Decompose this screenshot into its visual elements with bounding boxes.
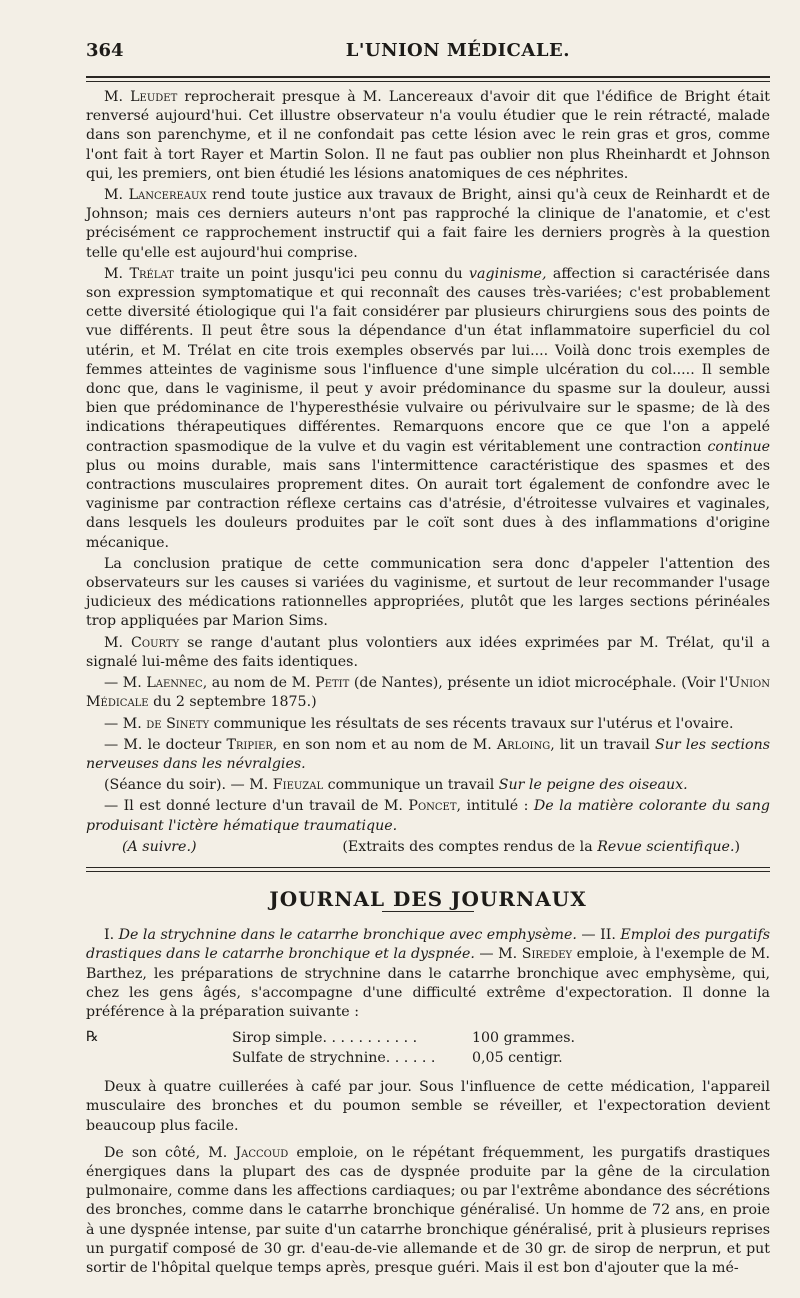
work-title: De la matière colorante du sang produisant l'ictère hématique traumatique. — [86, 798, 770, 834]
paragraph-text: (Séance du soir). — M. — [104, 777, 273, 794]
body-text — [86, 88, 770, 1280]
title-underline — [382, 911, 474, 912]
work-title: Sur les sections nerveuses dans les névralgies. — [86, 736, 770, 772]
article-title: De la strychnine dans le catarrhe bronchique avec emphysème. — [118, 927, 577, 944]
section-title: JOURNAL DES JOURNAUX — [269, 886, 587, 911]
paragraph-dosage: Deux à quatre cuillerées à café par jour. Sous l'influence de cette médication, l'appareil musculaire des bronches et du poumon semble se réveiller, et l'expectoration devient beaucoup plus facile. — [86, 1079, 770, 1134]
author-name: M. Leudet — [104, 89, 178, 105]
italic-term: vaginisme, — [469, 265, 547, 282]
paragraph-text: du 2 septembre 1875.) — [148, 694, 317, 711]
paragraph-text: I. — [104, 927, 119, 944]
paragraph-text: — Il est donné lecture d'un travail de M. — [104, 798, 409, 815]
recipe-symbol: ℞ — [86, 1029, 99, 1046]
paragraph-text: , en son nom et au nom de M. — [272, 736, 497, 753]
section-divider — [86, 867, 770, 872]
author-name: Jaccoud — [235, 1144, 289, 1161]
paragraph-text: traite un point jusqu'ici peu connu du — [173, 265, 470, 282]
prescription-formula — [86, 1028, 770, 1068]
paragraph-poncet — [86, 797, 770, 835]
ingredient-quantity: 0,05 centigr. — [472, 1050, 563, 1067]
author-name: M. Lancereaux — [104, 187, 207, 204]
author-name: Arloing — [496, 736, 551, 753]
author-name: Tripier — [226, 736, 273, 753]
paragraph-jaccoud — [86, 1144, 770, 1278]
source-credit — [324, 838, 740, 857]
author-name: Poncet — [408, 798, 457, 815]
running-title: L'UNION MÉDICALE. — [345, 40, 570, 61]
paragraph-text: , lit un travail — [550, 736, 655, 753]
header-rule — [86, 76, 770, 78]
paragraph-leudet — [86, 88, 770, 184]
work-title: Sur le peigne des oiseaux. — [498, 777, 688, 794]
paragraph-text: — M. — [474, 946, 522, 963]
author-name: Laennec — [146, 675, 203, 692]
paragraph-text: plus ou moins durable, mais sans l'intermittence caractéristique des spasmes et des contractions musculaires proprement dites. On aurait tort également de confondre avec le vaginisme par contraction réflexe certains cas d'atrésie, d'étroitesse vulvaires et vaginales, dans lesquels les douleurs produites par le coït sont dues à des inflammations d'origine mécanique. — [86, 457, 770, 551]
author-name: M. Courty — [104, 634, 180, 651]
formula-row — [86, 1028, 770, 1048]
author-name: Petit — [315, 675, 350, 692]
paragraph-text: rend toute justice aux travaux de Bright, ainsi qu'à ceux de Reinhardt et de Johnson; mais ces derniers auteurs n'ont pas rapproché la clinique de l'anatomie, et c'est précisément ce rapprochement instructif qui a fait faire les derniers progrès à la question telle qu'elle est aujourd'hui comprise. — [86, 187, 770, 261]
article-title: Emploi des purgatifs drastiques dans le catarrhe bronchique et la dyspnée. — [86, 927, 770, 963]
journal-name: Revue scientifique. — [597, 838, 735, 855]
author-name: M. Trélat — [104, 265, 174, 282]
paragraph-text: — II. — [576, 927, 621, 944]
journal-name: Union Médicale — [86, 675, 770, 711]
paragraph-trelat — [86, 265, 770, 553]
paragraph-text: De son côté, M. — [104, 1144, 236, 1161]
paragraph-text: communique un travail — [323, 777, 499, 794]
paragraph-text: — M. — [104, 715, 147, 732]
paragraph-conclusion: La conclusion pratique de cette communication sera donc d'appeler l'attention des observateurs sur les causes si variées du vaginisme, et surtout de leur recommander l'usage judicieux des médications rationnelles appropriées, plutôt que les larges sections périnéales trop appliquées par Marion Sims. — [86, 555, 770, 630]
formula-row — [86, 1048, 770, 1068]
extract-line — [86, 838, 770, 857]
paragraph-text: communique les résultats de ses récents travaux sur l'utérus et l'ovaire. — [209, 715, 734, 732]
paragraph-text: reprocherait presque à M. Lancereaux d'avoir dit que l'édifice de Bright était renversé aujourd'hui. Cet illustre observateur n'a voulu étudier que le rein rétracté, malade dans son parenchyme, et il ne confondait pas cette lésion avec le rein gras et gros, comme l'ont fait à tort Rayer et Martin Solon. Il ne faut pas oublier non plus Rheinhardt et Johnson qui, les premiers, ont bien étudié les lésions anatomiques de ces néphrites. — [86, 89, 770, 182]
paragraph-text: affection si caractérisée dans son expression symptomatique et qui reconnaît des causes très-variées; c'est probablement cette diversité étiologique qui l'a fait considérer par plusieurs chirurgiens sous des points de vue différents. Il peut être sous la dépendance d'un état inflammatoire superficiel du col utérin, et M. Trélat en cite trois exemples observés par lui.... Voilà donc trois exemples de femmes atteintes de vaginisme sous l'influence d'une simple ulcération du col..... Il semble donc que, dans le vaginisme, il peut y avoir prédominance du spasme sur la douleur, aussi bien que prédominance de l'hyperesthésie vulvaire ou périvulvaire sur le spasme; de là des indications thérapeutiques différentes. Remarquons encore que ce que l'on a appelé contraction spasmodique de la vulve et du vagin est véritablement une contraction — [86, 265, 770, 455]
italic-term: continue — [707, 438, 770, 455]
paragraph-text: — M. — [104, 675, 147, 692]
paragraph-text: emploie, à l'exemple de M. Barthez, les préparations de strychnine dans le catarrhe bronchique avec emphysème, qui, chez les gens âgés, s'accompagne d'une difficulté extrême d'expectoration. Il donne la préférence à la préparation suivante : — [86, 946, 770, 1020]
paragraph-tripier — [86, 736, 770, 774]
paragraph-sinety — [86, 715, 770, 734]
ingredient-name: Sulfate de strychnine. . . . . . — [232, 1050, 436, 1067]
paragraph-text: se range d'autant plus volontiers aux idées exprimées par M. Trélat, qu'il a signalé lui-même des faits identiques. — [86, 634, 770, 670]
paragraph-courty — [86, 634, 770, 672]
paragraph-text: (Extraits des comptes rendus de la — [342, 838, 598, 855]
page-number: 364 — [86, 40, 124, 61]
paragraph-text: (de Nantes), présente un idiot microcéphale. (Voir l' — [349, 675, 729, 692]
header-rule-thin — [86, 81, 770, 82]
ingredient-name: Sirop simple. . . . . . . . . . . — [232, 1030, 418, 1047]
paragraph-text: , au nom de M. — [202, 675, 316, 692]
to-be-continued: (A suivre.) — [122, 838, 197, 855]
author-name: Fieuzal — [272, 777, 324, 794]
author-name: de Sinety — [146, 715, 210, 732]
paragraph-lancereaux — [86, 186, 770, 263]
paragraph-text: emploie, on le répétant fréquemment, les purgatifs drastiques énergiques dans la plupart des cas de dyspnée produite par la gêne de la circulation pulmonaire, comme dans les affections cardiaques; ou par l'extrême abondance des sécrétions des bronches, comme dans le catarrhe bronchique généralisé. Un homme de 72 ans, en proie à une dyspnée intense, par suite d'un catarrhe bronchique généralisé, prit à plusieurs reprises un purgatif composé de 30 gr. d'eau-de-vie allemande et de 30 gr. de sirop de nerprun, et put sortir de l'hôpital quelque temps après, presque guéri. Mais il est bon d'ajouter que la mé- — [86, 1144, 771, 1276]
paragraph-laennec — [86, 674, 770, 712]
paragraph-strychnine — [86, 926, 770, 1022]
author-name: Siredey — [521, 946, 573, 963]
paragraph-text: — M. le docteur — [104, 736, 227, 753]
page-header — [86, 40, 770, 74]
ingredient-quantity: 100 grammes. — [472, 1030, 576, 1047]
paragraph-text: , intitulé : — [456, 798, 534, 815]
paragraph-fieuzal — [86, 776, 770, 795]
paragraph-text: ) — [734, 838, 740, 855]
